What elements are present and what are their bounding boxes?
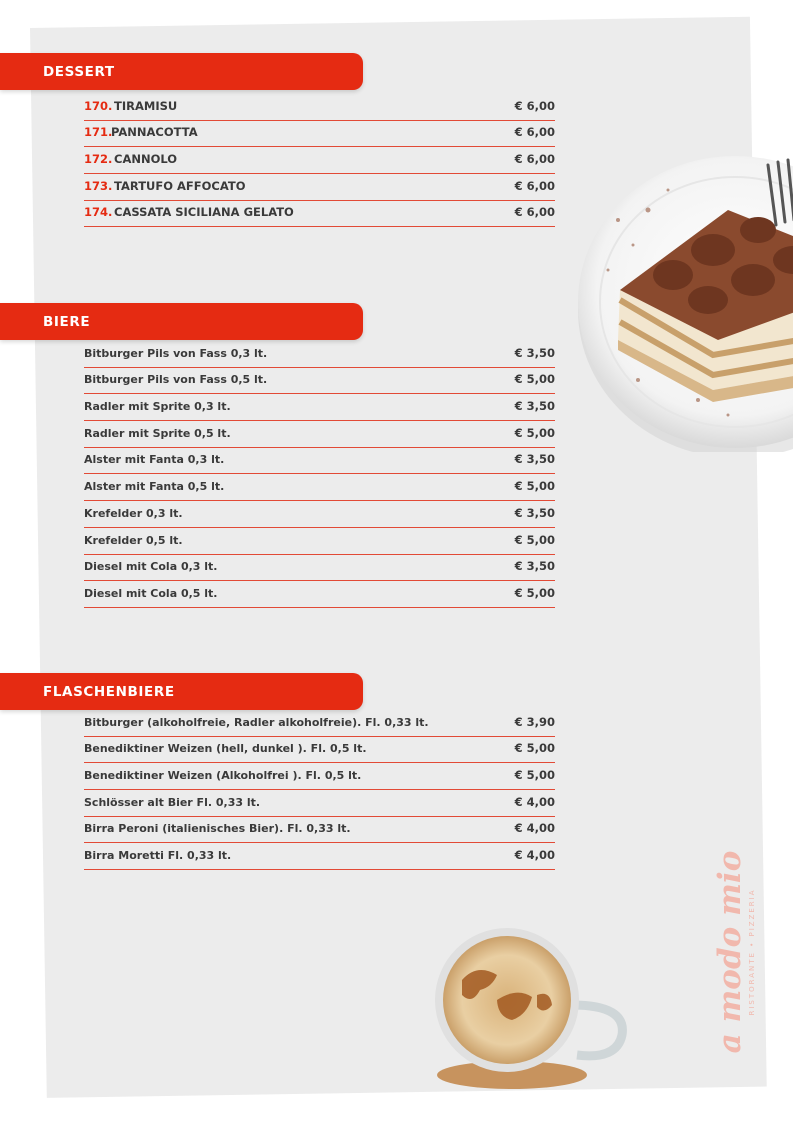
item-number: 174. bbox=[84, 205, 113, 220]
menu-item-row bbox=[84, 710, 555, 737]
item-name: TARTUFO AFFOCATO bbox=[114, 178, 246, 193]
menu-item-row bbox=[84, 843, 555, 870]
beer-mug-image bbox=[432, 925, 628, 1095]
item-price: € 3,50 bbox=[514, 399, 555, 414]
item-number: 170. bbox=[84, 98, 113, 113]
item-number: 172. bbox=[84, 152, 113, 167]
menu-item-row bbox=[84, 147, 555, 174]
item-number: 173. bbox=[84, 178, 113, 193]
item-name: Diesel mit Cola 0,5 lt. bbox=[84, 586, 218, 600]
menu-item-row bbox=[84, 555, 555, 582]
menu-item-row bbox=[84, 174, 555, 201]
item-price: € 5,00 bbox=[514, 532, 555, 547]
flaschenbiere-list bbox=[84, 710, 555, 870]
item-price: € 3,50 bbox=[514, 345, 555, 360]
item-name: Bitburger Pils von Fass 0,3 lt. bbox=[84, 346, 268, 360]
menu-item-row bbox=[84, 421, 555, 448]
tiramisu-plate-image bbox=[578, 150, 793, 452]
item-name: Krefelder 0,5 lt. bbox=[84, 533, 183, 547]
item-price: € 5,00 bbox=[514, 425, 555, 440]
menu-item-row bbox=[84, 448, 555, 475]
menu-item-row bbox=[84, 737, 555, 764]
section-header-flaschenbiere bbox=[0, 673, 363, 710]
menu-item-row bbox=[84, 581, 555, 608]
section-header-biere bbox=[0, 303, 363, 340]
item-price: € 6,00 bbox=[514, 178, 555, 193]
item-price: € 3,90 bbox=[514, 714, 555, 729]
logo-script-text: a modo mio bbox=[712, 850, 748, 1054]
item-price: € 4,00 bbox=[514, 821, 555, 836]
item-price: € 6,00 bbox=[514, 205, 555, 220]
restaurant-logo bbox=[700, 840, 760, 1065]
item-price: € 3,50 bbox=[514, 559, 555, 574]
item-name: Alster mit Fanta 0,3 lt. bbox=[84, 453, 225, 467]
menu-item-row bbox=[84, 528, 555, 555]
item-price: € 4,00 bbox=[514, 794, 555, 809]
section-header-dessert bbox=[0, 53, 363, 90]
dessert-list bbox=[84, 94, 555, 227]
menu-item-row bbox=[84, 501, 555, 528]
item-price: € 5,00 bbox=[514, 741, 555, 756]
item-name: Alster mit Fanta 0,5 lt. bbox=[84, 480, 225, 494]
section-title-biere: BIERE bbox=[43, 314, 91, 330]
section-title-dessert: DESSERT bbox=[43, 64, 115, 80]
menu-item-row bbox=[84, 790, 555, 817]
item-name: Diesel mit Cola 0,3 lt. bbox=[84, 560, 218, 574]
item-name: Schlösser alt Bier Fl. 0,33 lt. bbox=[84, 795, 261, 809]
item-name: Benediktiner Weizen (Alkoholfrei ). Fl. 0,5 lt. bbox=[84, 769, 362, 783]
menu-item-row bbox=[84, 394, 555, 421]
item-name: Benediktiner Weizen (hell, dunkel ). Fl. 0,5 lt. bbox=[84, 742, 367, 756]
menu-item-row bbox=[84, 201, 555, 228]
item-price: € 6,00 bbox=[514, 125, 555, 140]
biere-list bbox=[84, 341, 555, 608]
menu-item-row bbox=[84, 121, 555, 148]
menu-item-row bbox=[84, 94, 555, 121]
item-price: € 6,00 bbox=[514, 98, 555, 113]
item-price: € 3,50 bbox=[514, 505, 555, 520]
menu-item-row bbox=[84, 817, 555, 844]
item-price: € 6,00 bbox=[514, 152, 555, 167]
item-price: € 5,00 bbox=[514, 372, 555, 387]
menu-item-row bbox=[84, 763, 555, 790]
item-name: Birra Peroni (italienisches Bier). Fl. 0,33 lt. bbox=[84, 822, 351, 836]
item-name: PANNACOTTA bbox=[111, 125, 198, 140]
logo-subtitle: RISTORANTE • PIZZERIA bbox=[748, 888, 756, 1016]
section-title-flaschenbiere: FLASCHENBIERE bbox=[43, 684, 175, 700]
item-name: Radler mit Sprite 0,5 lt. bbox=[84, 426, 231, 440]
item-price: € 3,50 bbox=[514, 452, 555, 467]
item-number: 171. bbox=[84, 125, 113, 140]
menu-item-row bbox=[84, 474, 555, 501]
item-name: Birra Moretti Fl. 0,33 lt. bbox=[84, 849, 232, 863]
item-name: Krefelder 0,3 lt. bbox=[84, 506, 183, 520]
item-name: CANNOLO bbox=[114, 152, 178, 167]
item-name: Radler mit Sprite 0,3 lt. bbox=[84, 400, 231, 414]
item-name: Bitburger Pils von Fass 0,5 lt. bbox=[84, 373, 268, 387]
item-price: € 4,00 bbox=[514, 848, 555, 863]
item-price: € 5,00 bbox=[514, 585, 555, 600]
item-name: CASSATA SICILIANA GELATO bbox=[114, 205, 294, 220]
menu-item-row bbox=[84, 341, 555, 368]
item-price: € 5,00 bbox=[514, 768, 555, 783]
item-name: TIRAMISU bbox=[114, 98, 178, 113]
item-price: € 5,00 bbox=[514, 479, 555, 494]
item-name: Bitburger (alkoholfreie, Radler alkoholfreie). Fl. 0,33 lt. bbox=[84, 715, 429, 729]
menu-item-row bbox=[84, 368, 555, 395]
